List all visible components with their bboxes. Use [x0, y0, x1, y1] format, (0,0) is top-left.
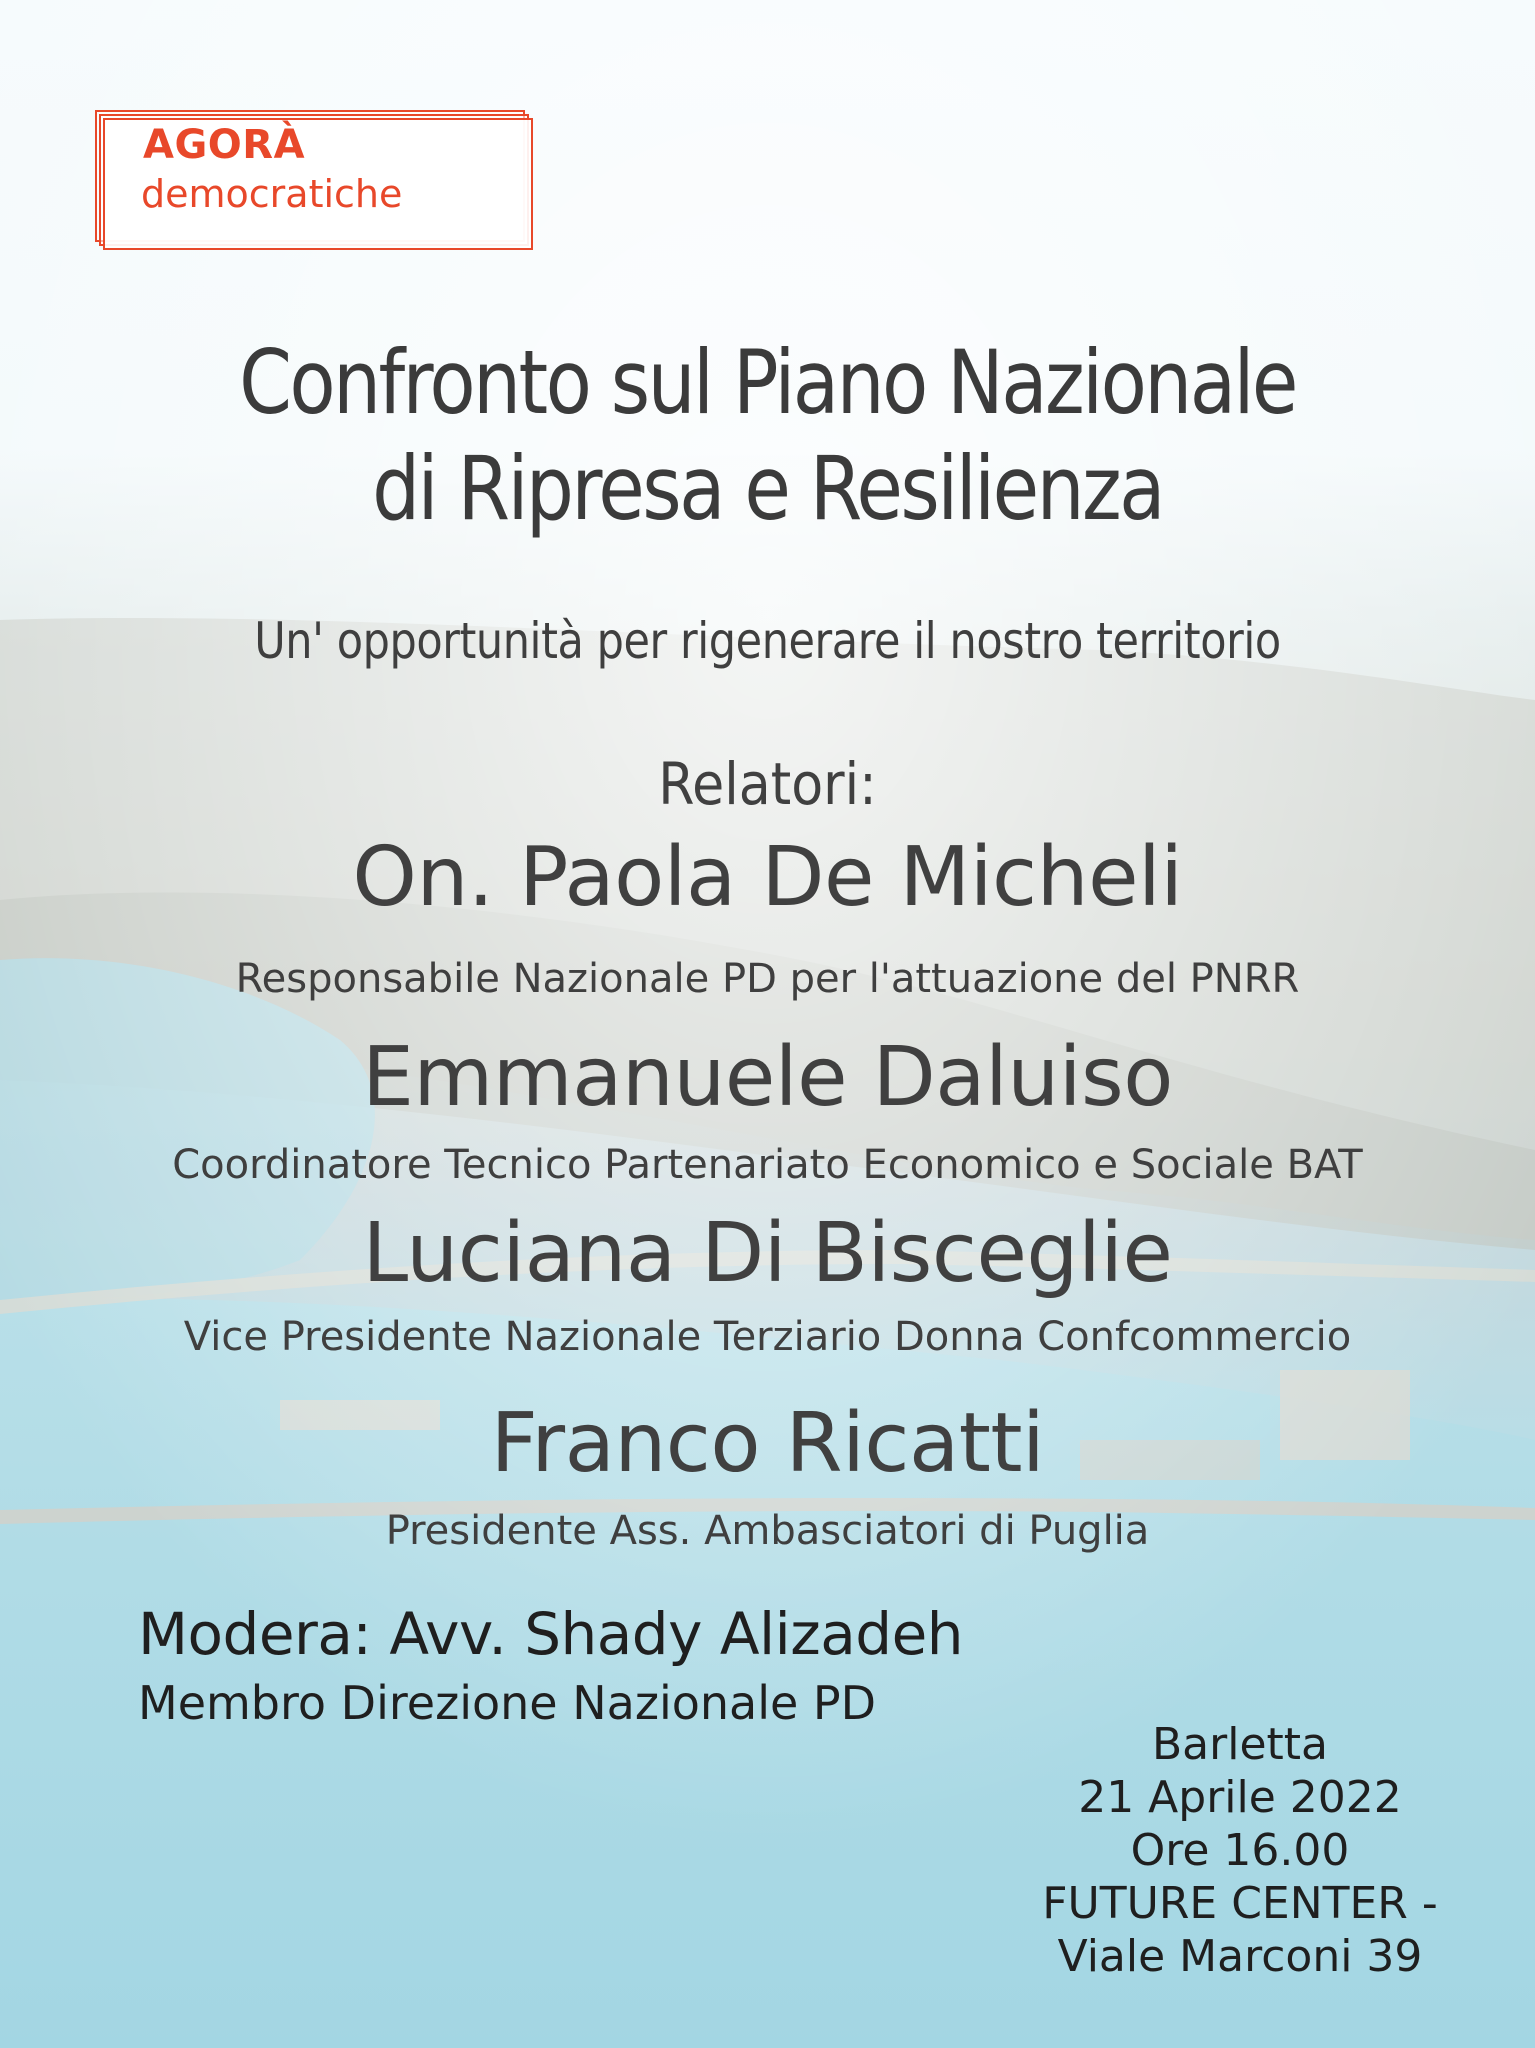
- event-title-line-2: di Ripresa e Resilienza: [372, 437, 1163, 540]
- event-city: Barletta: [1152, 1719, 1328, 1770]
- speaker-role: Presidente Ass. Ambasciatori di Puglia: [385, 1508, 1150, 1554]
- agora-democratiche-logo: [95, 110, 531, 248]
- speaker-role: Responsabile Nazionale PD per l'attuazione del PNRR: [235, 956, 1300, 1002]
- speaker-name: On. Paola De Micheli: [352, 830, 1183, 925]
- event-venue: FUTURE CENTER -: [1042, 1878, 1438, 1929]
- speaker-name: Luciana Di Bisceglie: [362, 1206, 1173, 1301]
- logo-text-agora: AGORÀ: [143, 122, 306, 168]
- moderator-role: Membro Direzione Nazionale PD: [138, 1676, 877, 1730]
- speaker-role: Coordinatore Tecnico Partenariato Economico e Sociale BAT: [172, 1142, 1363, 1188]
- speaker-name: Franco Ricatti: [490, 1396, 1045, 1491]
- logo-text-democratiche: democratiche: [141, 172, 403, 216]
- event-date: 21 Aprile 2022: [1078, 1772, 1402, 1823]
- event-title-line-1: Confronto sul Piano Nazionale: [239, 331, 1296, 434]
- speakers-heading: Relatori:: [658, 750, 877, 818]
- moderator-line: Modera: Avv. Shady Alizadeh: [138, 1600, 964, 1668]
- event-title: [107, 330, 1427, 542]
- event-time: Ore 16.00: [1130, 1825, 1350, 1876]
- speaker-name: Emmanuele Daluiso: [362, 1030, 1173, 1125]
- event-address: Viale Marconi 39: [1057, 1931, 1423, 1982]
- speaker-role: Vice Presidente Nazionale Terziario Donna Confcommercio: [183, 1314, 1352, 1360]
- event-subtitle: Un' opportunità per rigenerare il nostro territorio: [254, 612, 1281, 670]
